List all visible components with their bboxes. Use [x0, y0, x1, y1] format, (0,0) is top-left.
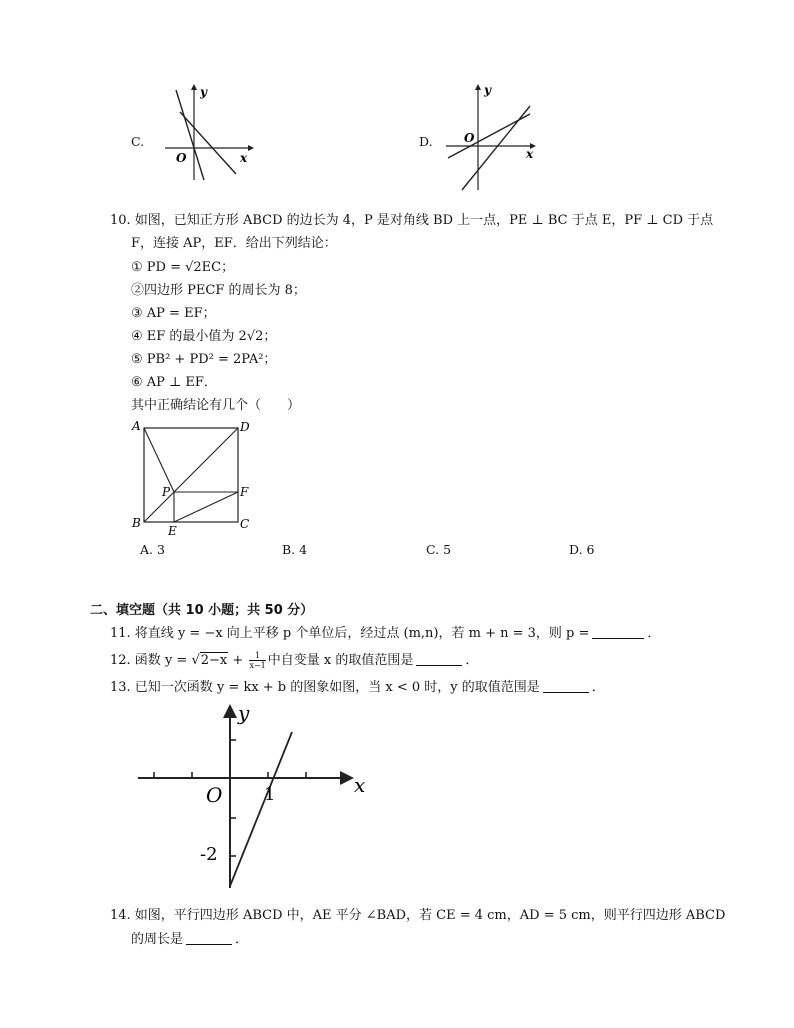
q12-frac-den: x−1: [249, 661, 266, 670]
q11-answer-blank[interactable]: [592, 625, 644, 639]
fig-label-p: P: [162, 485, 171, 499]
q14-answer-blank[interactable]: [186, 931, 232, 945]
option-d-graph: [444, 80, 539, 192]
option-d-origin-label: O: [464, 131, 475, 145]
q10-option-c[interactable]: C. 5: [426, 542, 452, 557]
q10-option-d[interactable]: D. 6: [569, 542, 595, 557]
option-c-origin-label: O: [176, 151, 187, 165]
q11-text: 11. 将直线 y = −x 向上平移 p 个单位后，经过点 (m,n)，若 m + n = 3，则 p =: [110, 626, 590, 641]
q10-question: 其中正确结论有几个（ ）: [131, 398, 301, 413]
fig-label-b: B: [132, 516, 141, 530]
option-c-label: C.: [131, 134, 145, 149]
sqrt-icon: √: [191, 653, 200, 668]
q10-line1: 10. 如图，已知正方形 ABCD 的边长为 4，P 是对角线 BD 上一点，PE ⊥ BC 于点 E，PF ⊥ CD 于点: [110, 213, 714, 228]
section-2-title: 二、填空题（共 10 小题；共 50 分）: [90, 603, 314, 618]
q14-end: ．: [235, 932, 249, 947]
q13: [110, 678, 605, 697]
q14-text: 的周长是: [131, 932, 184, 947]
q10-conclusion-5: ⑤ PB² + PD² = 2PA²；: [131, 352, 277, 367]
option-c-graph: [160, 82, 255, 182]
q12-fraction: [249, 651, 265, 670]
q13-tick-x-label: 1: [264, 784, 276, 805]
q10-conclusion-2: ②四边形 PECF 的周长为 8；: [131, 283, 306, 298]
option-d-x-label: x: [526, 147, 534, 161]
q12-sqrt-content: 2−x: [200, 653, 228, 668]
q12-end: ．: [465, 653, 479, 668]
q12-text-post: 中自变量 x 的取值范围是: [267, 653, 414, 668]
q12-frac-num: 1: [249, 651, 265, 661]
q10-conclusion-3: ③ AP = EF；: [131, 306, 216, 321]
fig-label-f: F: [240, 485, 249, 499]
fig-label-a: A: [132, 419, 141, 433]
q10-conclusion-4: ④ EF 的最小值为 2√2；: [131, 329, 277, 344]
fig-label-c: C: [240, 517, 250, 531]
q13-origin-label: O: [206, 783, 223, 807]
q13-text: 13. 已知一次函数 y = kx + b 的图象如图，当 x < 0 时，y 的取值范围是: [110, 680, 540, 695]
q13-tick-y-label: -2: [200, 844, 218, 865]
q10-option-b[interactable]: B. 4: [282, 542, 308, 557]
q13-end: ．: [591, 680, 605, 695]
q14-line2: [131, 930, 248, 949]
option-d-y-label: y: [484, 83, 491, 97]
q13-answer-blank[interactable]: [543, 679, 589, 693]
q13-graph: [134, 700, 374, 892]
q10-conclusion-1: ① PD = √2EC；: [131, 260, 235, 275]
fig-label-d: D: [240, 420, 250, 434]
q13-y-label: y: [238, 701, 250, 725]
q10-option-a[interactable]: A. 3: [140, 542, 165, 557]
fig-label-e: E: [168, 524, 177, 538]
q10-conclusion-6: ⑥ AP ⊥ EF．: [131, 375, 217, 390]
q12-answer-blank[interactable]: [416, 652, 462, 666]
q13-x-label: x: [354, 773, 366, 797]
q10-line2: F，连接 AP，EF．给出下列结论：: [131, 236, 337, 251]
q14-line1: 14. 如图，平行四边形 ABCD 中，AE 平分 ∠BAD，若 CE = 4 cm，AD = 5 cm，则平行四边形 ABCD: [110, 908, 726, 923]
q12-plus: +: [232, 653, 244, 668]
q12-text-pre: 12. 函数 y =: [110, 653, 188, 668]
option-d-label: D.: [419, 134, 433, 149]
q12: [110, 651, 478, 670]
q10-square-figure: [128, 418, 258, 538]
q11: [110, 624, 660, 643]
option-c-y-label: y: [200, 85, 207, 99]
q11-end: ．: [647, 626, 661, 641]
option-c-x-label: x: [240, 151, 248, 165]
